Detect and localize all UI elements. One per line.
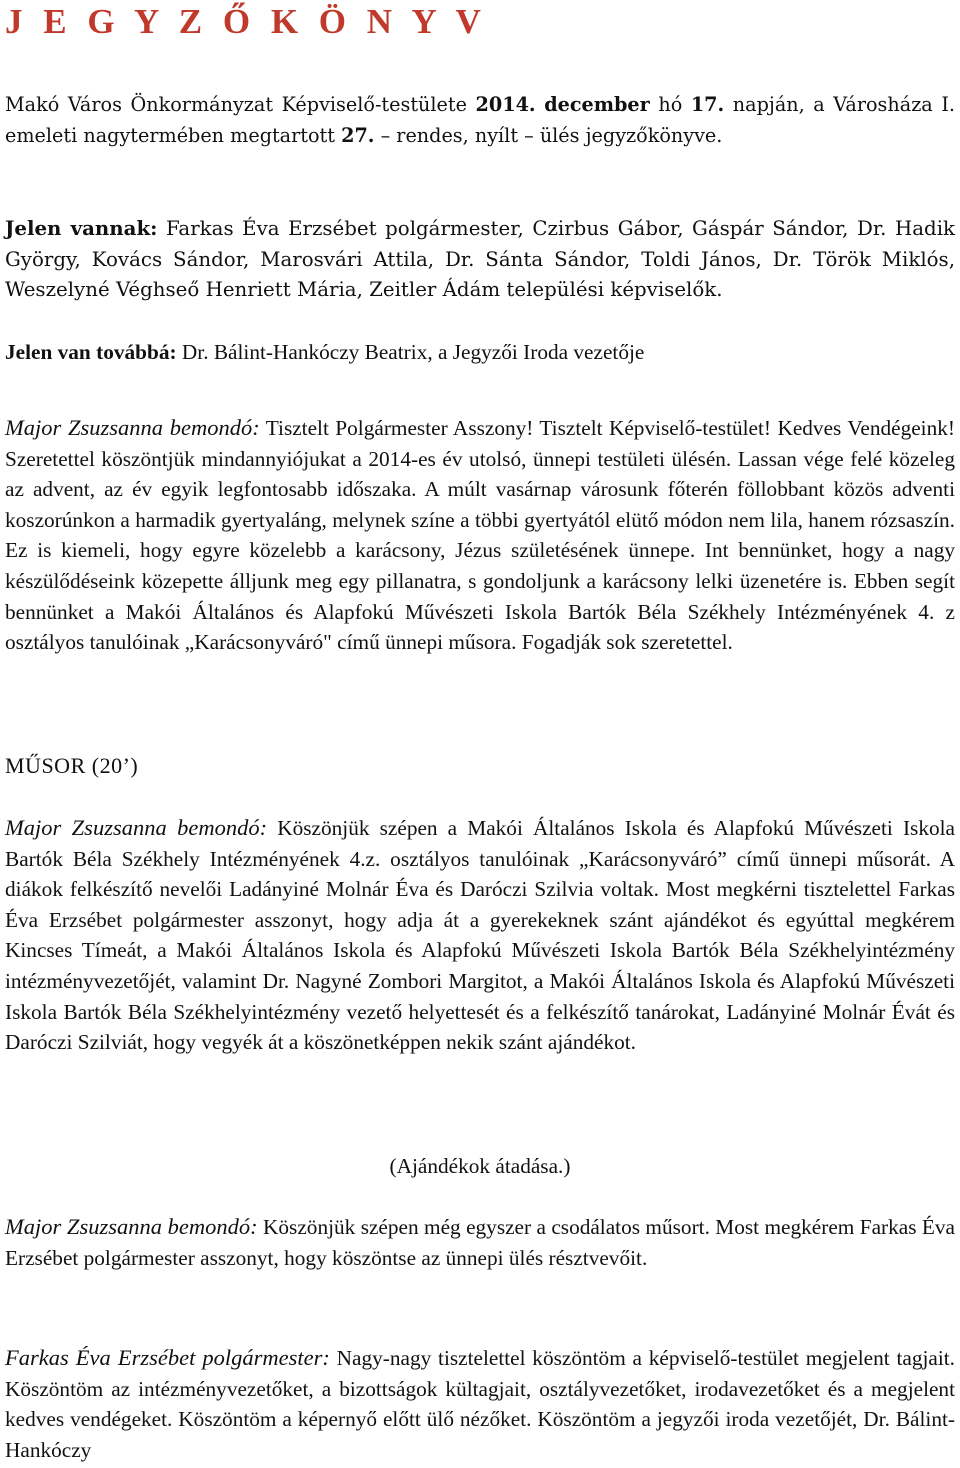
present-members [5,213,955,306]
speaker-label: Major Zsuzsanna bemondó: [5,1214,258,1239]
also-present-text: Dr. Bálint-Hankóczy Beatrix, a Jegyzői Iroda vezetője [176,340,645,364]
program-heading: MŰSOR (20’) [5,753,139,778]
present-list: Farkas Éva Erzsébet polgármester, Czirbus Gábor, Gáspár Sándor, Dr. Hadik György, Kovács Sándor, Marosvári Attila, Dr. Sánta Sándor, Toldi János, Dr. Török Miklós, Weszelyné Véghseő Henriett Mária, Zeitler Ádám települési képviselők. [5,217,956,302]
also-present-label: Jelen van továbbá: [5,340,177,364]
speaker-label: Major Zsuzsanna bemondó: [5,415,260,440]
speech-3 [5,1212,955,1273]
intro-day: 17. [690,93,725,116]
gift-note: (Ajándékok átadása.) [389,1154,571,1178]
present-label: Jelen vannak: [5,216,158,240]
speaker-label: Farkas Éva Erzsébet polgármester: [5,1345,330,1370]
speech-4 [5,1343,955,1465]
speaker-label: Major Zsuzsanna bemondó: [5,815,268,840]
intro-year: 2014. [475,93,536,116]
speech-text: Köszönjük szépen a Makói Általános Iskola és Alapfokú Művészeti Iskola Bartók Béla Székhely Intézményének 4.z. osztályos tanulóinak „Karácsonyváró” című ünnepi műsorát. A diákok felkészítő nevelői Ladányiné Molnár Éva és Daróczi Szilvia voltak. Most megkérni tisztelettel Farkas Éva Erzsébet polgármester asszonyt, hogy adja át a gyerekeknek szánt ajándékot és egyúttal megkérem Kincses Tímeát, a Makói Általános Iskola és Alapfokú Művészeti Iskola Bartók Béla Székhelyintézmény intézményvezetőjét, valamint Dr. Nagyné Zombori Margitot, a Makói Általános Iskola és Alapfokú Művészeti Iskola Bartók Béla Székhelyintézmény vezető helyettesét és a felkészítő tanárokat, Ladányiné Molnár Évát és Daróczi Szilviát, hogy vegyék át a köszönetképpen nekik szánt ajándékot. [5,816,955,1055]
speech-2 [5,813,955,1058]
intro-text-1: Makó Város Önkormányzat Képviselő-testülete [5,93,476,116]
speech-text: Nagy-nagy tisztelettel köszöntöm a képviselő-testület megjelent tagjait. Köszöntöm az intézményvezetőket, a bizottságok kültagjait, osztályvezetőket, irodavezetőket és a megjelent kedves vendégeket. Köszöntöm a képernyő előtt ülő nézőket. Köszöntöm a jegyzői iroda vezetőjét, Dr. Bálint-Hankóczy [5,1346,956,1462]
document-title: J E G Y Z Ő K Ö N Y V [5,2,487,41]
speech-text: Tisztelt Polgármester Asszony! Tisztelt Képviselő-testület! Kedves Vendégeink! Szeretettel köszöntjük mindannyiójukat a 2014-es év utolsó, ünnepi testületi ülésén. Lassan vége felé közeleg az advent, az év egyik legfontosabb időszaka. A múlt vasárnap városunk főterén föllobbant közös adventi koszorúnkon a harmadik gyertyaláng, melynek színe a többi gyertyától elütő módon nem lila, hanem rózsaszín. Ez is kiemeli, hogy egyre közelebb a karácsony, Jézus születésének ünnepe. Int bennünket, hogy a nagy készülődéseink közepette álljunk meg egy pillanatra, s gondoljunk a karácsony lelki üzenetére is. Ebben segít bennünket a Makói Általános és Alapfokú Művészeti Iskola Bartók Béla Székhely Intézményének 4. z osztályos tanulóinak „Karácsonyváró" című ünnepi műsora. Fogadják sok szeretettel. [5,416,955,655]
intro-session-number: 27. [341,123,375,147]
intro-month: december [544,93,650,116]
intro-paragraph: Makó Város Önkormányzat Képviselő-testülete 2014. december hó 17. napján, a Városháza I. emeleti nagytermében megtartott 27. – rendes, nyílt – ülés jegyzőkönyve. [5,93,956,147]
speech-text: Köszönjük szépen még egyszer a csodálatos műsort. Most megkérem Farkas Éva Erzsébet polgármester asszonyt, hogy köszöntse az ünnepi ülés résztvevőit. [5,1215,955,1270]
also-present [5,337,955,368]
speech-1 [5,413,955,658]
